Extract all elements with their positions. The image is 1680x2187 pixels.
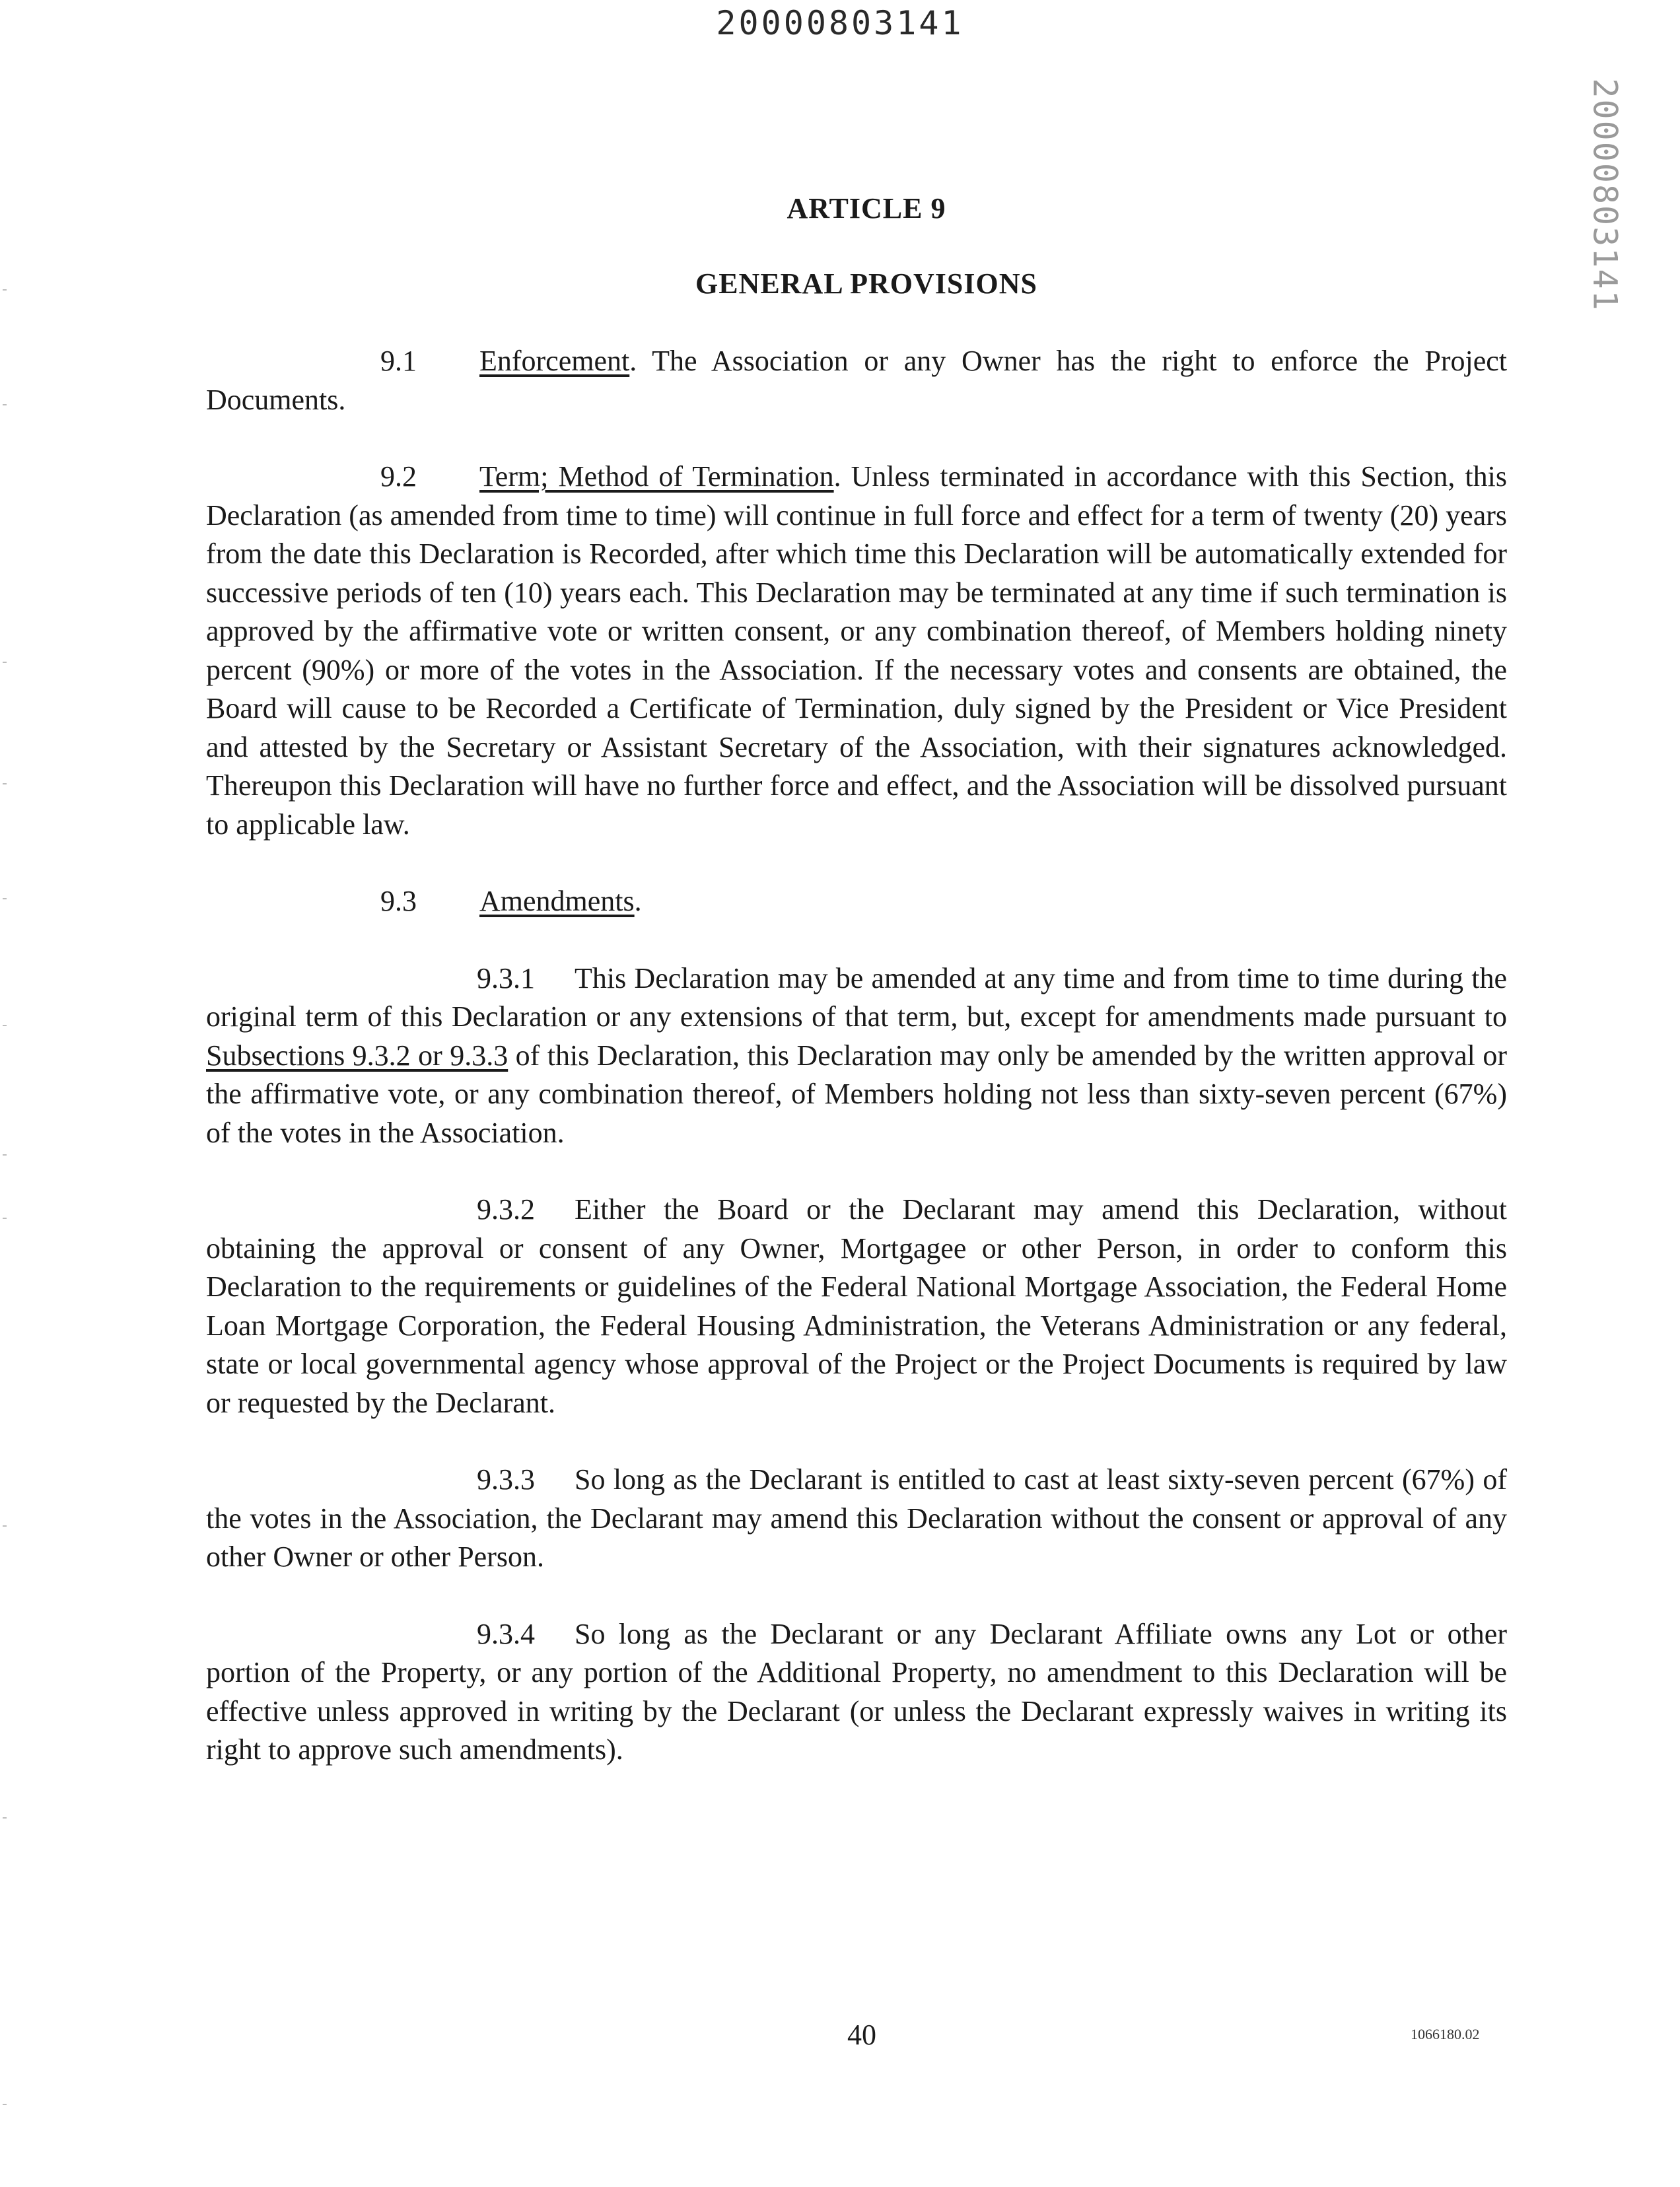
article-subtitle: GENERAL PROVISIONS: [695, 267, 1037, 300]
page-number: 40: [847, 2019, 876, 2051]
article-title: ARTICLE 9: [787, 192, 946, 225]
section-number: 9.3.2: [477, 1193, 535, 1226]
document-code: 1066180.02: [1411, 2026, 1480, 2042]
section-text: of this Declaration, this Declaration may only be amended by the written approval or the affirmative vote, or any combination thereof, of Members holding not less than sixty-seven percent (67%) of the votes in the Association.: [206, 1039, 1507, 1149]
section-number: 9.2: [380, 460, 417, 493]
section-text: . The Association or any Owner has the right to enforce the Project Documents.: [206, 345, 1507, 416]
section-9-3-4: [206, 1615, 1507, 1770]
section-text: .: [634, 885, 642, 917]
section-9-3-2: [206, 1191, 1507, 1422]
section-9-3-1: [206, 959, 1507, 1153]
section-number: 9.3.4: [477, 1617, 535, 1650]
section-text: . Unless terminated in accordance with this Section, this Declaration (as amended from time to time) will continue in full force and effect for a term of twenty (20) years from the date this Declaration is Recorded, after which time this Declaration will be automatically extended for successive periods of ten (10) years each. This Declaration may be terminated at any time if such termination is approved by the affirmative vote or written consent, or any combination thereof, of Members holding ninety percent (90%) or more of the votes in the Association. If the necessary votes and consents are obtained, the Board will cause to be Recorded a Certificate of Termination, duly signed by the President or Vice President and attested by the Secretary or Assistant Secretary of the Association, with their signatures acknowledged. Thereupon this Declaration will have no further force and effect, and the Association will be dissolved pursuant to applicable law.: [206, 460, 1507, 841]
side-stamp-text: 20000803141: [1586, 78, 1625, 312]
section-number: 9.3: [380, 885, 417, 917]
left-margin-marks: [0, 0, 13, 2187]
section-text: Either the Board or the Declarant may amend this Declaration, without obtaining the approval or consent of any Owner, Mortgagee or other Person, in order to conform this Declaration to the requirements or guidelines of the Federal National Mortgage Association, the Federal Home Loan Mortgage Corporation, the Federal Housing Administration, the Veterans Administration or any federal, state or local governmental agency whose approval of the Project or the Project Documents is required by law or requested by the Declarant.: [206, 1193, 1507, 1419]
section-number: 9.3.3: [477, 1463, 535, 1496]
document-number: 20000803141: [716, 4, 964, 42]
section-heading: Enforcement: [479, 345, 630, 377]
section-9-3: [206, 882, 1507, 921]
section-text: This Declaration may be amended at any time and from time to time during the original term of this Declaration or any extensions of that term, but, except for amendments made pursuant to: [206, 961, 1507, 1033]
section-9-1: [206, 342, 1507, 419]
section-text: So long as the Declarant or any Declarant Affiliate owns any Lot or other portion of the Property, or any portion of the Additional Property, no amendment to this Declaration will be effective unless approved in writing by the Declarant (or unless the Declarant expressly waives in writing its right to approve such amendments).: [206, 1617, 1507, 1766]
section-heading: Term; Method of Termination: [479, 460, 834, 493]
subsection-reference: Subsections 9.3.2 or 9.3.3: [206, 1039, 508, 1072]
section-number: 9.1: [380, 345, 417, 377]
section-text: So long as the Declarant is entitled to cast at least sixty-seven percent (67%) of the votes in the Association, the Declarant may amend this Declaration without the consent or approval of any other Owner or other Person.: [206, 1463, 1507, 1573]
section-heading: Amendments: [479, 885, 635, 917]
section-9-2: [206, 458, 1507, 844]
document-body: [206, 342, 1507, 1770]
section-number: 9.3.1: [477, 961, 535, 994]
section-9-3-3: [206, 1461, 1507, 1577]
